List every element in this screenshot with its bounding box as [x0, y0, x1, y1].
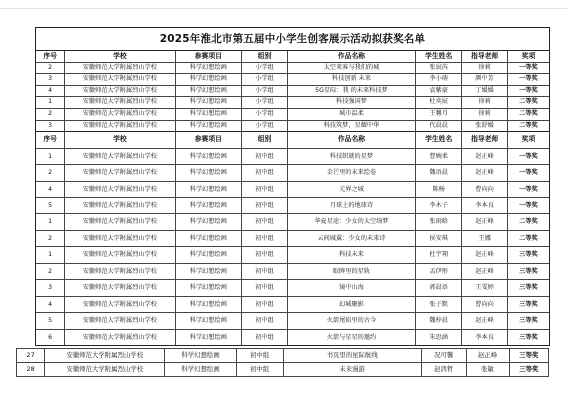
- cell-index: 27: [17, 349, 45, 363]
- cell-teacher: 丁媛媛: [462, 85, 508, 97]
- table-header-row: [36, 132, 549, 148]
- cell-category: 科学幻想绘画: [165, 363, 236, 377]
- cell-teacher: 王娜: [462, 230, 508, 246]
- table-row: [36, 74, 549, 86]
- cell-student: 陈杨: [416, 181, 462, 197]
- cell-category: 科学幻想绘画: [175, 247, 242, 263]
- cell-student: 杜宇翔: [416, 247, 462, 263]
- cell-teacher: 张舒媛: [462, 120, 508, 131]
- cell-index: 3: [36, 120, 65, 131]
- cell-teacher: 曹向向: [462, 181, 508, 197]
- cell-student: 袁紫豪: [416, 85, 462, 97]
- column-header: 指导老师: [462, 132, 508, 148]
- cell-award: 二等奖: [507, 108, 549, 120]
- cell-group: 初中组: [242, 263, 288, 279]
- cell-index: 2: [36, 165, 65, 181]
- cell-index: 3: [36, 74, 65, 86]
- cell-title: 月球上的地球诗: [287, 197, 415, 213]
- cell-title: 元界之城: [287, 181, 415, 197]
- cell-award: 三等奖: [507, 296, 549, 312]
- cell-teacher: 李本良: [462, 197, 508, 213]
- cell-group: 初中组: [242, 247, 288, 263]
- award-sheet: [35, 27, 550, 346]
- cell-category: 科学幻想绘画: [175, 313, 242, 329]
- cell-award: 二等奖: [507, 214, 549, 230]
- cell-category: 科学幻想绘画: [175, 74, 242, 86]
- cell-school: 安徽师范大学附属烈山学校: [65, 148, 175, 164]
- cell-school: 安徽师范大学附属烈山学校: [65, 74, 175, 86]
- cell-title: 科技织就的星梦: [287, 148, 415, 164]
- cell-group: 初中组: [242, 296, 288, 312]
- cell-group: 初中组: [242, 214, 288, 230]
- table-row: [36, 97, 549, 109]
- cell-category: 科学幻想绘画: [175, 280, 242, 296]
- cell-category: 科学幻想绘画: [175, 120, 242, 131]
- column-header: 序号: [36, 51, 65, 62]
- column-header: 学生姓名: [416, 132, 462, 148]
- cell-teacher: 赵正峰: [462, 247, 508, 263]
- cell-student: 孟伊彤: [416, 263, 462, 279]
- table-row: [36, 263, 549, 279]
- table-row: [36, 85, 549, 97]
- cell-student: 曹婉柔: [416, 148, 462, 164]
- cell-teacher: 张敏: [466, 363, 509, 377]
- cell-student: 杜奕宸: [416, 97, 462, 109]
- cell-school: 安徽师范大学附属烈山学校: [65, 108, 175, 120]
- cell-teacher: 赵正峰: [462, 263, 508, 279]
- table-row: [36, 181, 549, 197]
- cell-student: 张子默: [416, 296, 462, 312]
- cell-school: 安徽师范大学附属烈山学校: [65, 181, 175, 197]
- cell-teacher: 赵正峰: [466, 349, 509, 363]
- cell-index: 6: [36, 329, 65, 345]
- table-row: [36, 247, 549, 263]
- cell-index: 2: [36, 230, 65, 246]
- cell-school: 安徽师范大学附属烈山学校: [65, 120, 175, 131]
- column-header: 参赛项目: [175, 51, 242, 62]
- cell-category: 科学幻想绘画: [175, 62, 242, 74]
- cell-teacher: 曹向向: [462, 296, 508, 312]
- cell-student: 张宸芮: [416, 62, 462, 74]
- cell-title: 金芒里的未来绘卷: [287, 165, 415, 181]
- cell-index: 4: [36, 85, 65, 97]
- column-header: 学校: [65, 132, 175, 148]
- cell-title: 云间城翼：少女的未来诗: [287, 230, 415, 246]
- table-row: [36, 230, 549, 246]
- cell-title: 城市温柔: [287, 108, 415, 120]
- cell-group: 初中组: [242, 165, 288, 181]
- cell-student: 魏语晨: [416, 165, 462, 181]
- cell-student: 况可馨: [421, 349, 466, 363]
- cell-school: 安徽师范大学附属烈山学校: [65, 165, 175, 181]
- column-header: 组别: [242, 51, 288, 62]
- cell-award: 一等奖: [507, 165, 549, 181]
- cell-title: 镜中山海: [287, 280, 415, 296]
- cell-group: 初中组: [236, 363, 283, 377]
- cell-teacher: 颜中芳: [462, 74, 508, 86]
- table-row: [36, 214, 549, 230]
- cell-school: 安徽师范大学附属烈山学校: [45, 363, 165, 377]
- cell-school: 安徽师范大学附属烈山学校: [65, 263, 175, 279]
- cell-school: 安徽师范大学附属烈山学校: [65, 85, 175, 97]
- cell-category: 科学幻想绘画: [175, 181, 242, 197]
- cell-category: 科学幻想绘画: [175, 85, 242, 97]
- cell-index: 1: [36, 214, 65, 230]
- cell-group: 小学组: [242, 62, 288, 74]
- column-header: 序号: [36, 132, 65, 148]
- cell-group: 小学组: [242, 85, 288, 97]
- primary-school-table: [36, 51, 549, 131]
- cell-title: 幻城聚影: [287, 296, 415, 312]
- cell-school: 安徽师范大学附属烈山学校: [65, 329, 175, 345]
- table-row: [36, 280, 549, 296]
- column-header: 指导老师: [462, 51, 508, 62]
- cell-title: 科技未来: [287, 247, 415, 263]
- cell-index: 1: [36, 148, 65, 164]
- cell-index: 1: [36, 97, 65, 109]
- cell-award: 三等奖: [509, 363, 548, 377]
- cell-award: 一等奖: [507, 85, 549, 97]
- extra-rows-table: [16, 348, 549, 377]
- cell-category: 科学幻想绘画: [175, 214, 242, 230]
- cell-award: 三等奖: [507, 313, 549, 329]
- cell-teacher: 徐莉: [462, 108, 508, 120]
- cell-school: 安徽师范大学附属烈山学校: [65, 97, 175, 109]
- cell-index: 1: [36, 247, 65, 263]
- cell-school: 安徽师范大学附属烈山学校: [65, 280, 175, 296]
- cell-student: 张雨晗: [416, 214, 462, 230]
- cell-index: 3: [36, 280, 65, 296]
- cell-category: 科学幻想绘画: [175, 296, 242, 312]
- cell-student: 魏梓晨: [416, 313, 462, 329]
- cell-index: 28: [17, 363, 45, 377]
- column-header: 组别: [242, 132, 288, 148]
- cell-category: 科学幻想绘画: [175, 165, 242, 181]
- table-row: [36, 313, 549, 329]
- cell-category: 科学幻想绘画: [175, 97, 242, 109]
- cell-teacher: 李本良: [462, 329, 508, 345]
- cell-award: 一等奖: [507, 197, 549, 213]
- cell-school: 安徽师范大学附属烈山学校: [45, 349, 165, 363]
- cell-index: 5: [36, 197, 65, 213]
- cell-title: 科技创新 未来: [287, 74, 415, 86]
- cell-index: 2: [36, 263, 65, 279]
- cell-student: 朱思涵: [416, 329, 462, 345]
- table-row: [36, 62, 549, 74]
- cell-teacher: 赵正峰: [462, 313, 508, 329]
- column-header: 学校: [65, 51, 175, 62]
- cell-category: 科学幻想绘画: [175, 148, 242, 164]
- cell-teacher: 徐莉: [462, 97, 508, 109]
- cell-award: 二等奖: [507, 120, 549, 131]
- cell-award: 二等奖: [507, 230, 549, 246]
- cell-school: 安徽师范大学附属烈山学校: [65, 296, 175, 312]
- cell-group: 初中组: [242, 313, 288, 329]
- cell-award: 一等奖: [507, 148, 549, 164]
- cell-school: 安徽师范大学附属烈山学校: [65, 247, 175, 263]
- extra-rows-block: [16, 348, 549, 377]
- cell-student: 侯安琪: [416, 230, 462, 246]
- cell-category: 科学幻想绘画: [175, 329, 242, 345]
- cell-title: 火箭尾焰里的古今: [287, 313, 415, 329]
- cell-title: 太空来客与我们的城: [287, 62, 415, 74]
- cell-school: 安徽师范大学附属烈山学校: [65, 230, 175, 246]
- cell-title: 眼眸里的星轨: [287, 263, 415, 279]
- column-header: 学生姓名: [416, 51, 462, 62]
- cell-award: 三等奖: [509, 349, 548, 363]
- cell-school: 安徽师范大学附属烈山学校: [65, 197, 175, 213]
- cell-award: 三等奖: [507, 329, 549, 345]
- cell-award: 一等奖: [507, 181, 549, 197]
- cell-category: 科学幻想绘画: [175, 263, 242, 279]
- cell-group: 初中组: [242, 329, 288, 345]
- cell-teacher: 赵正峰: [462, 214, 508, 230]
- column-header: 作品名称: [287, 51, 415, 62]
- cell-school: 安徽师范大学附属烈山学校: [65, 214, 175, 230]
- cell-group: 初中组: [242, 197, 288, 213]
- cell-student: 李木子: [416, 197, 462, 213]
- cell-award: 三等奖: [507, 263, 549, 279]
- table-row: [36, 296, 549, 312]
- table-header-row: [36, 51, 549, 62]
- cell-group: 小学组: [242, 74, 288, 86]
- cell-index: 4: [36, 296, 65, 312]
- cell-teacher: 赵正峰: [462, 148, 508, 164]
- cell-group: 初中组: [242, 280, 288, 296]
- cell-school: 安徽师范大学附属烈山学校: [65, 313, 175, 329]
- cell-award: 三等奖: [507, 280, 549, 296]
- cell-teacher: 王雯婷: [462, 280, 508, 296]
- table-row: [17, 363, 549, 377]
- column-header: 作品名称: [287, 132, 415, 148]
- column-header: 奖项: [507, 132, 549, 148]
- cell-index: 2: [36, 108, 65, 120]
- top-divider: [0, 8, 567, 9]
- cell-index: 5: [36, 313, 65, 329]
- cell-category: 科学幻想绘画: [175, 230, 242, 246]
- cell-title: 科技筑梦，星耀中华: [287, 120, 415, 131]
- cell-group: 小学组: [242, 120, 288, 131]
- column-header: 参赛项目: [175, 132, 242, 148]
- cell-category: 科学幻想绘画: [165, 349, 236, 363]
- cell-index: 2: [36, 62, 65, 74]
- cell-group: 初中组: [236, 349, 283, 363]
- cell-title: 书页里的星际航线: [283, 349, 421, 363]
- table-row: [36, 120, 549, 131]
- cell-student: 赵鸿哲: [421, 363, 466, 377]
- cell-title: 火箭与星星的邀约: [287, 329, 415, 345]
- table-row: [17, 349, 549, 363]
- cell-teacher: 徐莉: [462, 62, 508, 74]
- document-title: 2025年淮北市第五届中小学生创客展示活动拟获奖名单: [36, 28, 549, 51]
- cell-index: 4: [36, 181, 65, 197]
- cell-category: 科学幻想绘画: [175, 197, 242, 213]
- cell-student: 郭晨语: [416, 280, 462, 296]
- cell-group: 初中组: [242, 148, 288, 164]
- cell-award: 二等奖: [507, 97, 549, 109]
- cell-student: 李小萌: [416, 74, 462, 86]
- table-row: [36, 329, 549, 345]
- cell-category: 科学幻想绘画: [175, 108, 242, 120]
- cell-award: 三等奖: [507, 247, 549, 263]
- middle-school-table: [36, 132, 549, 345]
- cell-group: 初中组: [242, 181, 288, 197]
- cell-student: 王馨月: [416, 108, 462, 120]
- table-row: [36, 165, 549, 181]
- cell-title: 未来漫游: [283, 363, 421, 377]
- cell-award: 一等奖: [507, 74, 549, 86]
- cell-group: 初中组: [242, 230, 288, 246]
- cell-teacher: 赵正峰: [462, 165, 508, 181]
- table-row: [36, 197, 549, 213]
- cell-title: 科技强国梦: [287, 97, 415, 109]
- column-header: 奖项: [507, 51, 549, 62]
- table-row: [36, 108, 549, 120]
- table-row: [36, 148, 549, 164]
- cell-title: 华夏星途：少女的太空绮梦: [287, 214, 415, 230]
- cell-school: 安徽师范大学附属烈山学校: [65, 62, 175, 74]
- cell-student: 代晨晨: [416, 120, 462, 131]
- cell-group: 小学组: [242, 108, 288, 120]
- cell-title: 5G星际：我 的未来科技梦: [287, 85, 415, 97]
- cell-group: 小学组: [242, 97, 288, 109]
- cell-award: 一等奖: [507, 62, 549, 74]
